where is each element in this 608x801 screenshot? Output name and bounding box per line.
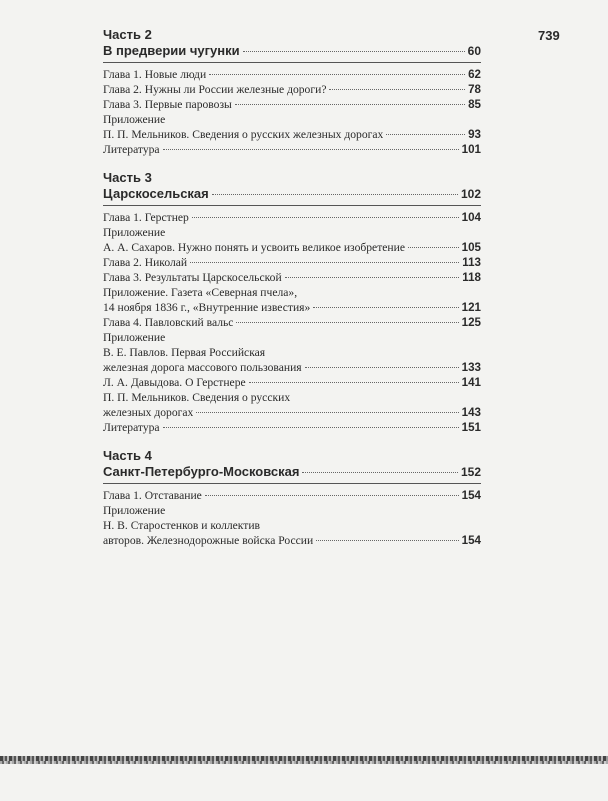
entry-title: Глава 2. Николай — [103, 256, 188, 269]
page-ref: 85 — [468, 98, 481, 111]
entry-title: Глава 4. Павловский вальс — [103, 316, 234, 329]
leader-dots — [205, 495, 459, 496]
leader-dots — [196, 412, 458, 413]
toc-part — [103, 27, 481, 157]
toc-entry[interactable] — [103, 210, 481, 225]
leader-dots — [316, 540, 458, 541]
toc-entry[interactable] — [103, 127, 481, 142]
part-title-row[interactable] — [103, 464, 481, 480]
page-ref: 154 — [461, 534, 481, 547]
toc-entry[interactable] — [103, 270, 481, 285]
part-label: Часть 4 — [103, 448, 152, 463]
page-ref: 104 — [461, 211, 481, 224]
leader-dots — [163, 149, 459, 150]
part-label: Часть 2 — [103, 27, 152, 42]
part-title: Санкт-Петербурго-Московская — [103, 464, 300, 479]
toc-entry[interactable] — [103, 375, 481, 390]
part-title-row[interactable] — [103, 43, 481, 59]
page-ref: 143 — [461, 406, 481, 419]
entry-title: Глава 3. Результаты Царскосельской — [103, 271, 282, 284]
toc-entry[interactable] — [103, 240, 481, 255]
leader-dots — [209, 74, 465, 75]
entry-title: Л. А. Давыдова. О Герстнере — [103, 376, 246, 389]
entry-title: Литература — [103, 421, 160, 434]
entry-title: Литература — [103, 143, 160, 156]
leader-dots — [313, 307, 458, 308]
toc-part — [103, 170, 481, 435]
toc-entry[interactable] — [103, 360, 481, 375]
toc-entry[interactable] — [103, 533, 481, 548]
toc-entry[interactable] — [103, 67, 481, 82]
entry-title: Глава 1. Новые люди — [103, 68, 207, 81]
leader-dots — [243, 51, 465, 52]
leader-dots — [408, 247, 459, 248]
page-ref: 60 — [467, 44, 481, 58]
toc-text-line: Приложение — [103, 113, 166, 126]
page-ref: 62 — [468, 68, 481, 81]
entry-title: железных дорогах — [103, 406, 194, 419]
leader-dots — [212, 194, 458, 195]
toc-entry[interactable] — [103, 300, 481, 315]
entry-title: авторов. Железнодорожные войска России — [103, 534, 314, 547]
toc-entry[interactable] — [103, 315, 481, 330]
leader-dots — [386, 134, 465, 135]
page-ref: 101 — [461, 143, 481, 156]
entry-title: железная дорога массового пользования — [103, 361, 302, 374]
entry-title: Глава 1. Отставание — [103, 489, 202, 502]
entry-title: 14 ноября 1836 г., «Внутренние известия» — [103, 301, 311, 314]
toc-entry[interactable] — [103, 488, 481, 503]
part-title: В предверии чугунки — [103, 43, 240, 58]
toc-entry[interactable] — [103, 255, 481, 270]
page-ref: 102 — [460, 187, 481, 201]
leader-dots — [249, 382, 459, 383]
part-title: Царскосельская — [103, 186, 209, 201]
page-ref: 152 — [460, 465, 481, 479]
toc-text-line: Приложение — [103, 504, 166, 517]
page-ref: 113 — [462, 256, 481, 269]
page-number: 739 — [538, 28, 560, 43]
toc-entry[interactable] — [103, 405, 481, 420]
leader-dots — [190, 262, 459, 263]
entry-title: Глава 1. Герстнер — [103, 211, 189, 224]
toc-text-line: В. Е. Павлов. Первая Российская — [103, 346, 266, 359]
leader-dots — [235, 104, 465, 105]
toc-entry[interactable] — [103, 142, 481, 157]
entry-title: Глава 3. Первые паровозы — [103, 98, 232, 111]
leader-dots — [305, 367, 459, 368]
page-ref: 151 — [461, 421, 481, 434]
page-ref: 118 — [462, 271, 481, 284]
page-edge-line — [0, 761, 608, 764]
page-ref: 133 — [461, 361, 481, 374]
leader-dots — [236, 322, 458, 323]
page-ref: 141 — [461, 376, 481, 389]
toc-entry[interactable] — [103, 97, 481, 112]
leader-dots — [329, 89, 465, 90]
leader-dots — [285, 277, 460, 278]
page-ref: 121 — [461, 301, 481, 314]
leader-dots — [163, 427, 459, 428]
part-title-row[interactable] — [103, 186, 481, 202]
page-ref: 78 — [468, 83, 481, 96]
toc-entry[interactable] — [103, 420, 481, 435]
toc-text-line: Приложение — [103, 226, 166, 239]
toc-text-line: Приложение — [103, 331, 166, 344]
toc-text-line: П. П. Мельников. Сведения о русских — [103, 391, 291, 404]
toc-text-line: Приложение. Газета «Северная пчела», — [103, 286, 298, 299]
page-ref: 125 — [461, 316, 481, 329]
toc-text-line: Н. В. Старостенков и коллектив — [103, 519, 261, 532]
entry-title: Глава 2. Нужны ли России железные дороги? — [103, 83, 327, 96]
part-divider — [103, 205, 481, 206]
toc-entry[interactable] — [103, 82, 481, 97]
part-label: Часть 3 — [103, 170, 152, 185]
table-of-contents — [103, 27, 481, 561]
entry-title: А. А. Сахаров. Нужно понять и усвоить великое изобретение — [103, 241, 405, 254]
part-divider — [103, 483, 481, 484]
leader-dots — [302, 472, 458, 473]
page-ref: 93 — [468, 128, 481, 141]
entry-title: П. П. Мельников. Сведения о русских железных дорогах — [103, 128, 384, 141]
toc-part — [103, 448, 481, 548]
part-divider — [103, 62, 481, 63]
page-ref: 105 — [461, 241, 481, 254]
page-ref: 154 — [461, 489, 481, 502]
leader-dots — [192, 217, 459, 218]
